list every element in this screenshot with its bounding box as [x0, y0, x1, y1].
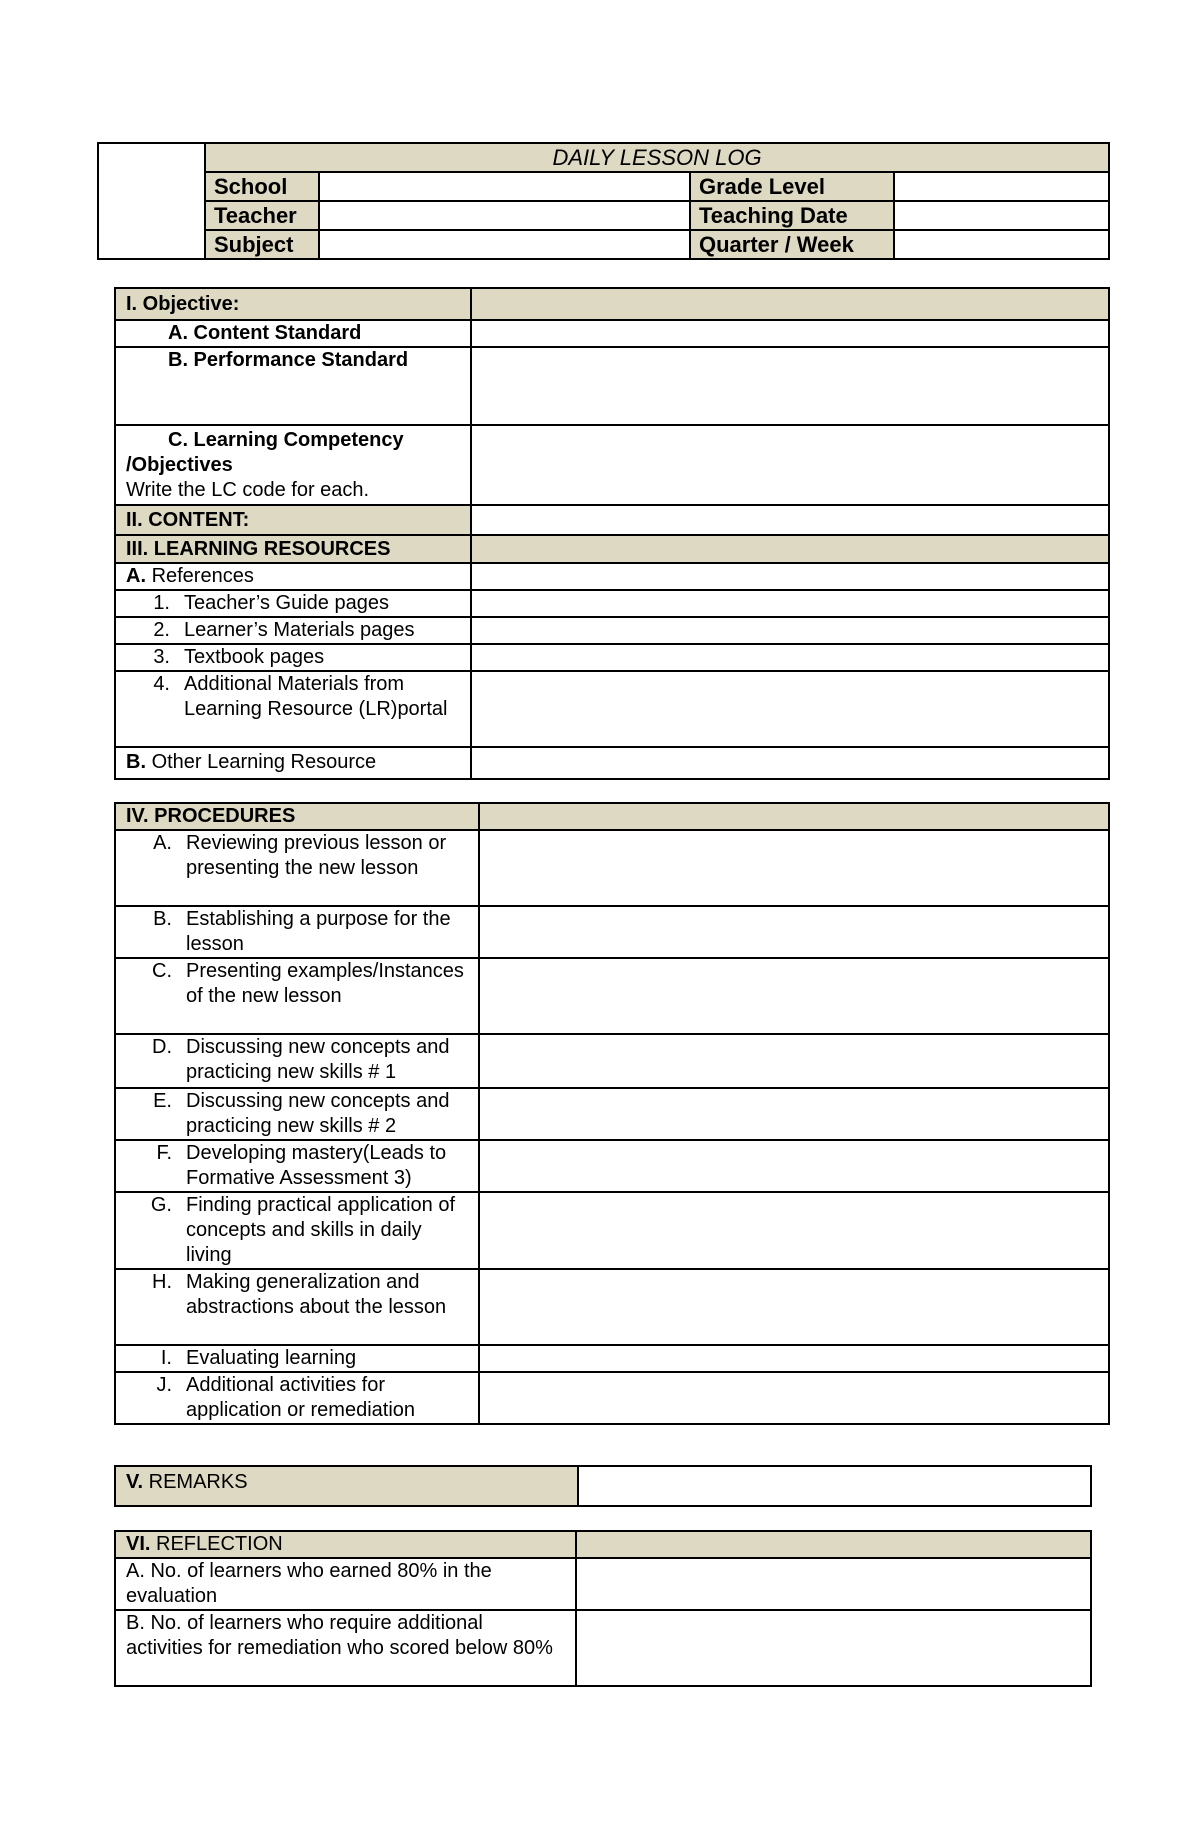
ref-item-value[interactable] — [471, 590, 1109, 617]
procedure-value[interactable] — [479, 830, 1109, 906]
procedure-item: E. Discussing new concepts and practicing new skills # 2 — [115, 1088, 479, 1140]
procedure-value[interactable] — [479, 1034, 1109, 1088]
reflection-value — [576, 1531, 1091, 1558]
teaching-date-field[interactable] — [894, 201, 1109, 230]
page-title: DAILY LESSON LOG — [205, 143, 1109, 172]
procedure-value[interactable] — [479, 1088, 1109, 1140]
reflection-table — [114, 1530, 1090, 1687]
objective-value[interactable] — [471, 288, 1109, 320]
other-resource-value[interactable] — [471, 747, 1109, 779]
procedure-item: F. Developing mastery(Leads to Formative Assessment 3) — [115, 1140, 479, 1192]
remarks-value[interactable] — [578, 1466, 1091, 1506]
procedure-value[interactable] — [479, 1192, 1109, 1269]
content-standard-value[interactable] — [471, 320, 1109, 347]
procedure-item: I. Evaluating learning — [115, 1345, 479, 1372]
procedure-item: C. Presenting examples/Instances of the new lesson — [115, 958, 479, 1034]
references-label: A. References — [115, 563, 471, 590]
grade-level-label: Grade Level — [690, 172, 894, 201]
learning-resources-heading: III. LEARNING RESOURCES — [115, 535, 471, 563]
learning-competency-label: C. Learning Competency /Objectives Write the LC code for each. — [115, 425, 471, 505]
procedure-value[interactable] — [479, 906, 1109, 958]
procedures-table — [114, 802, 1108, 1425]
procedure-value[interactable] — [479, 1345, 1109, 1372]
teaching-date-label: Teaching Date — [690, 201, 894, 230]
content-value[interactable] — [471, 505, 1109, 535]
learning-resources-value — [471, 535, 1109, 563]
references-value[interactable] — [471, 563, 1109, 590]
content-standard-label: A. Content Standard — [115, 320, 471, 347]
reflection-item-a: A. No. of learners who earned 80% in the evaluation — [115, 1558, 576, 1610]
ref-item: 2. Learner’s Materials pages — [115, 617, 471, 644]
subject-field[interactable] — [319, 230, 690, 259]
procedure-item: H. Making generalization and abstractions about the lesson — [115, 1269, 479, 1345]
ref-item: 1. Teacher’s Guide pages — [115, 590, 471, 617]
procedure-value[interactable] — [479, 1140, 1109, 1192]
remarks-label: V. REMARKS — [115, 1466, 578, 1506]
ref-item: 3. Textbook pages — [115, 644, 471, 671]
procedure-item: J. Additional activities for application or remediation — [115, 1372, 479, 1424]
remarks-table — [114, 1465, 1090, 1507]
procedure-item: G. Finding practical application of concepts and skills in daily living — [115, 1192, 479, 1269]
procedure-value[interactable] — [479, 958, 1109, 1034]
objective-heading: I. Objective: — [115, 288, 471, 320]
grade-level-field[interactable] — [894, 172, 1109, 201]
procedure-item: D. Discussing new concepts and practicing new skills # 1 — [115, 1034, 479, 1088]
other-resource-label: B. Other Learning Resource — [115, 747, 471, 779]
quarter-week-label: Quarter / Week — [690, 230, 894, 259]
teacher-label: Teacher — [205, 201, 319, 230]
performance-standard-value[interactable] — [471, 347, 1109, 425]
reflection-heading: VI. REFLECTION — [115, 1531, 576, 1558]
performance-standard-label: B. Performance Standard — [115, 347, 471, 425]
procedures-heading: IV. PROCEDURES — [115, 803, 479, 830]
reflection-item-b: B. No. of learners who require additional activities for remediation who scored below 80% — [115, 1610, 576, 1686]
lesson-log-header — [97, 142, 1108, 260]
quarter-week-field[interactable] — [894, 230, 1109, 259]
procedures-value — [479, 803, 1109, 830]
objectives-table — [114, 287, 1108, 780]
ref-item-value[interactable] — [471, 644, 1109, 671]
ref-item-value[interactable] — [471, 671, 1109, 747]
ref-item: 4. Additional Materials from Learning Resource (LR)portal — [115, 671, 471, 747]
procedure-value[interactable] — [479, 1372, 1109, 1424]
procedure-item: B. Establishing a purpose for the lesson — [115, 906, 479, 958]
content-heading: II. CONTENT: — [115, 505, 471, 535]
reflection-item-a-value[interactable] — [576, 1558, 1091, 1610]
procedure-value[interactable] — [479, 1269, 1109, 1345]
reflection-item-b-value[interactable] — [576, 1610, 1091, 1686]
ref-item-value[interactable] — [471, 617, 1109, 644]
learning-competency-value[interactable] — [471, 425, 1109, 505]
logo-area — [98, 143, 205, 259]
lc-code-note: Write the LC code for each. — [126, 479, 370, 501]
teacher-field[interactable] — [319, 201, 690, 230]
subject-label: Subject — [205, 230, 319, 259]
school-field[interactable] — [319, 172, 690, 201]
school-label: School — [205, 172, 319, 201]
procedure-item: A. Reviewing previous lesson or presenting the new lesson — [115, 830, 479, 906]
